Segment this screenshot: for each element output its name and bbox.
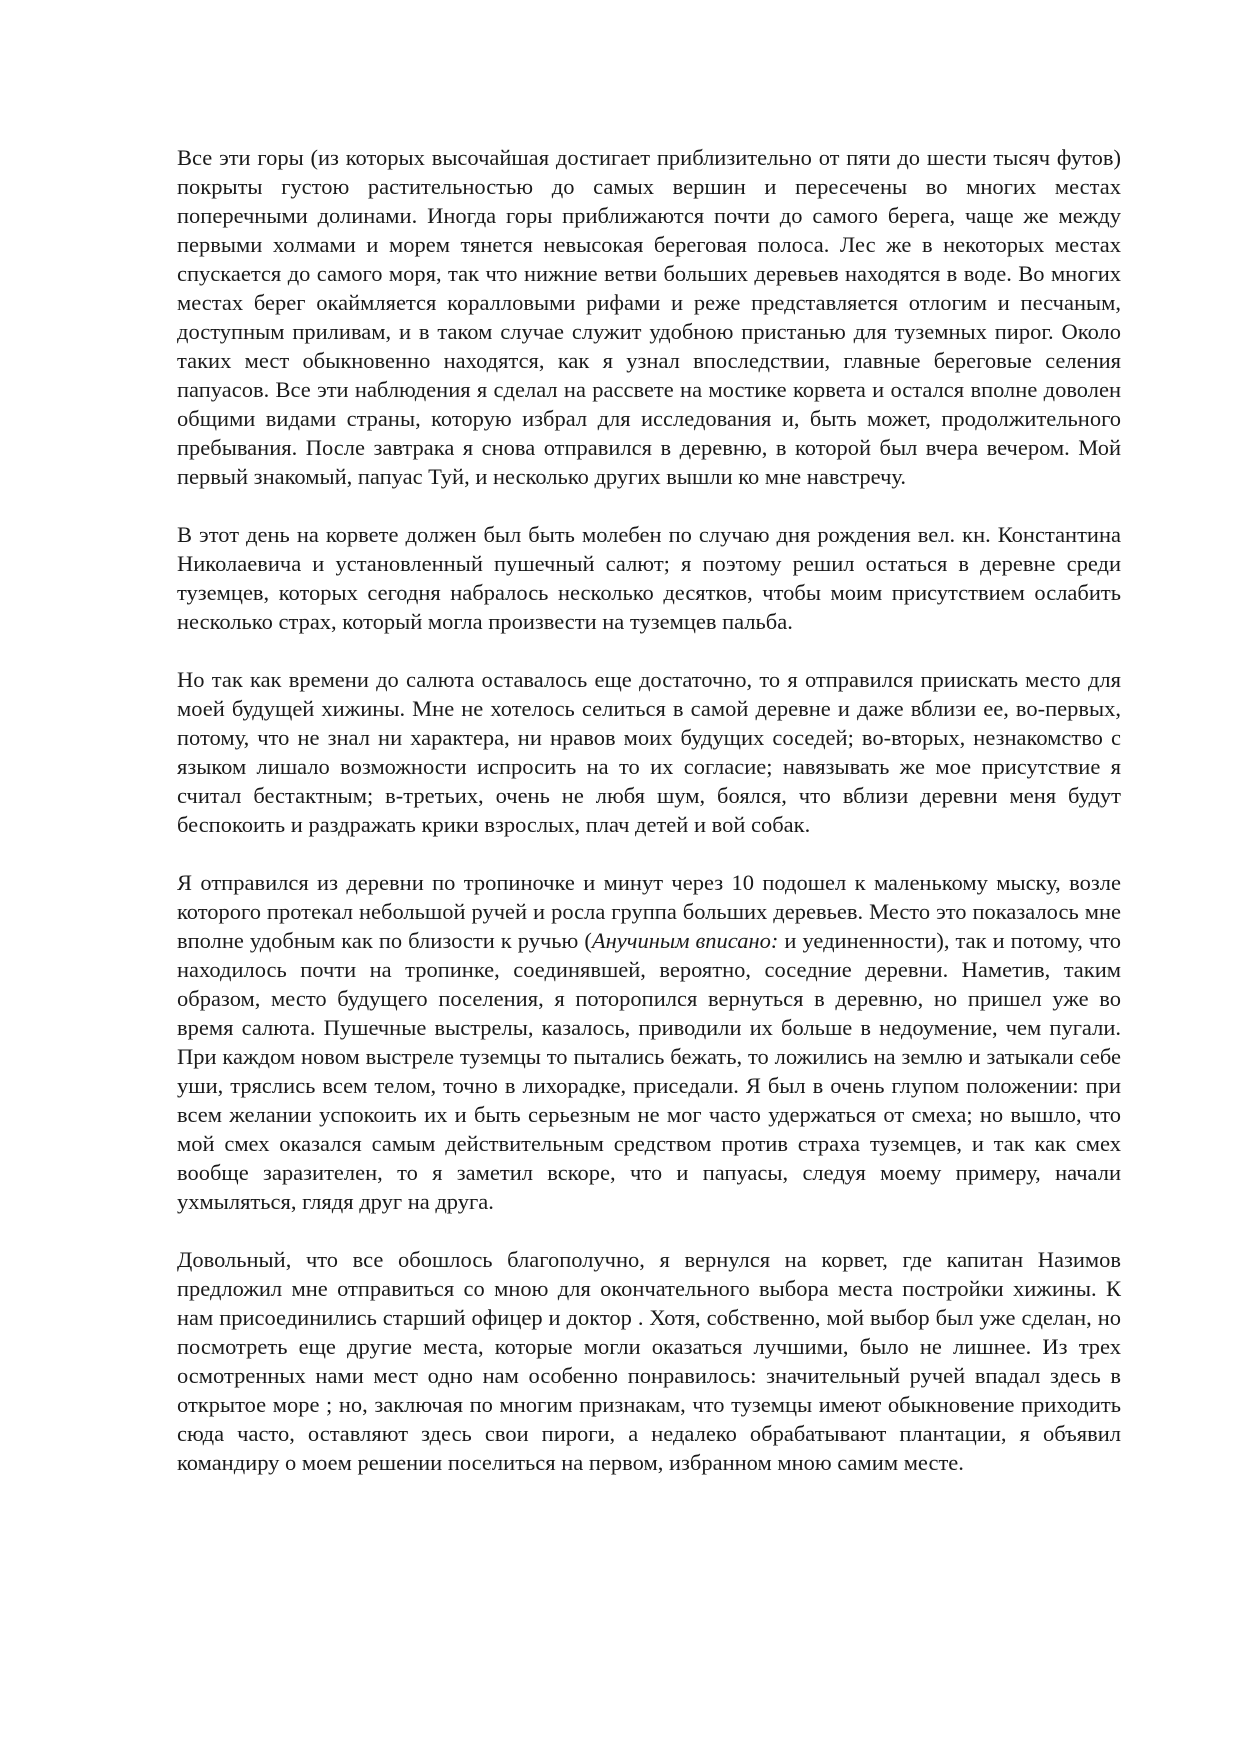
paragraph-4-text-before: Я отправился из деревни по тропиночке и минут через 10 подошел к маленькому мыску, возле которого протекал небольшой ручей и росла группа больших деревьев. Место это показалось мне вполне удобным как по близости к ручью (: [177, 870, 1121, 953]
paragraph-1: Все эти горы (из которых высочайшая достигает приблизительно от пяти до шести тысяч футов) покрыты густою растительностью до самых вершин и пересечены во многих местах поперечными долинами. Иногда горы приближаются почти до самого берега, чаще же между первыми холмами и морем тянется невысокая береговая полоса. Лес же в некоторых местах спускается до самого моря, так что нижние ветви больших деревьев находятся в воде. Во многих местах берег окаймляется коралловыми рифами и реже представляется отлогим и песчаным, доступным приливам, и в таком случае служит удобною пристанью для туземных пирог. Около таких мест обыкновенно находятся, как я узнал впоследствии, главные береговые селения папуасов. Все эти наблюдения я сделал на рассвете на мостике корвета и остался вполне доволен общими видами страны, которую избрал для исследования и, быть может, продолжительного пребывания. После завтрака я снова отправился в деревню, в которой был вчера вечером. Мой первый знакомый, папуас Туй, и несколько других вышли ко мне навстречу.: [177, 145, 1121, 489]
paragraph-3: Но так как времени до салюта оставалось еще достаточно, то я отправился приискать место для моей будущей хижины. Мне не хотелось селиться в самой деревне и даже вблизи ее, во-первых, потому, что не знал ни характера, ни нравов моих будущих соседей; во-вторых, незнакомство с языком лишало возможности испросить на то их согласие; навязывать же мое присутствие я считал бестактным; в-третьих, очень не любя шум, боялся, что вблизи деревни меня будут беспокоить и раздражать крики взрослых, плач детей и вой собак.: [177, 667, 1121, 837]
paragraph-2: В этот день на корвете должен был быть молебен по случаю дня рождения вел. кн. Константина Николаевича и установленный пушечный салют; я поэтому решил остаться в деревне среди туземцев, которых сегодня набралось несколько десятков, чтобы моим присутствием ослабить несколько страх, который могла произвести на туземцев пальба.: [177, 522, 1121, 634]
editor-note-italic: Анучиным вписано:: [591, 928, 779, 953]
paragraph-4-text-after: и уединенности), так и потому, что находилось почти на тропинке, соединявшей, вероятно, соседние деревни. Наметив, таким образом, место будущего поселения, я поторопился вернуться в деревню, но пришел уже во время салюта. Пушечные выстрелы, казалось, приводили их больше в недоумение, чем пугали. При каждом новом выстреле туземцы то пытались бежать, то ложились на землю и затыкали себе уши, тряслись всем телом, точно в лихорадке, приседали. Я был в очень глупом положении: при всем желании успокоить их и быть серьезным не мог часто удержаться от смеха; но вышло, что мой смех оказался самым действительным средством против страха туземцев, и так как смех вообще заразителен, то я заметил вскоре, что и папуасы, следуя моему примеру, начали ухмыляться, глядя друг на друга.: [177, 928, 1121, 1214]
paragraph-5: Довольный, что все обошлось благополучно, я вернулся на корвет, где капитан Назимов предложил мне отправиться со мною для окончательного выбора места постройки хижины. К нам присоединились старший офицер и доктор . Хотя, собственно, мой выбор был уже сделан, но посмотреть еще другие места, которые могли оказаться лучшими, было не лишнее. Из трех осмотренных нами мест одно нам особенно понравилось: значительный ручей впадал здесь в открытое море ; но, заключая по многим признакам, что туземцы имеют обыкновение приходить сюда часто, оставляют здесь свои пироги, а недалеко обрабатывают плантации, я объявил командиру о моем решении поселиться на первом, избранном мною самим месте.: [177, 1247, 1121, 1475]
document-page: [177, 143, 1121, 1506]
paragraph-4: [177, 868, 1121, 1216]
